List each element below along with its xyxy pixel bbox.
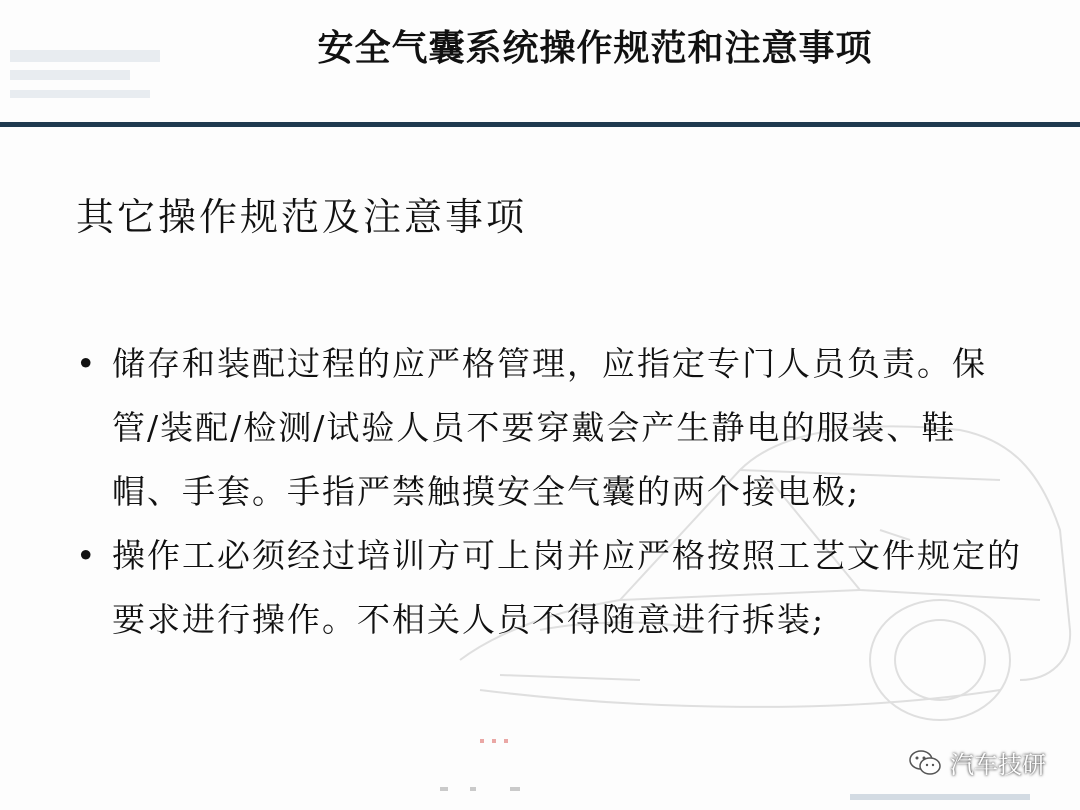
bullet-text: 储存和装配过程的应严格管理，应指定专门人员负责。保管/装配/检测/试验人员不要穿戴会产生静电的服装、鞋帽、手套。手指严禁触摸安全气囊的两个接电极; bbox=[112, 344, 987, 511]
watermark bbox=[908, 745, 1046, 780]
title-divider bbox=[0, 122, 1080, 127]
bullet-item bbox=[76, 332, 1026, 524]
wechat-icon bbox=[908, 748, 942, 778]
bullet-marker: • bbox=[76, 536, 98, 575]
bullet-marker: • bbox=[76, 344, 98, 383]
watermark-text: 汽车技研 bbox=[950, 751, 1046, 779]
bullet-item bbox=[76, 524, 1026, 652]
bullet-list bbox=[76, 332, 1026, 652]
footer-faint-text bbox=[850, 790, 1040, 804]
slide-title: 安全气囊系统操作规范和注意事项 bbox=[317, 28, 873, 69]
footer-decoration bbox=[430, 735, 540, 795]
section-heading: 其它操作规范及注意事项 bbox=[76, 195, 528, 239]
bullet-text: 操作工必须经过培训方可上岗并应严格按照工艺文件规定的要求进行操作。不相关人员不得随意进行拆装; bbox=[112, 536, 1022, 639]
